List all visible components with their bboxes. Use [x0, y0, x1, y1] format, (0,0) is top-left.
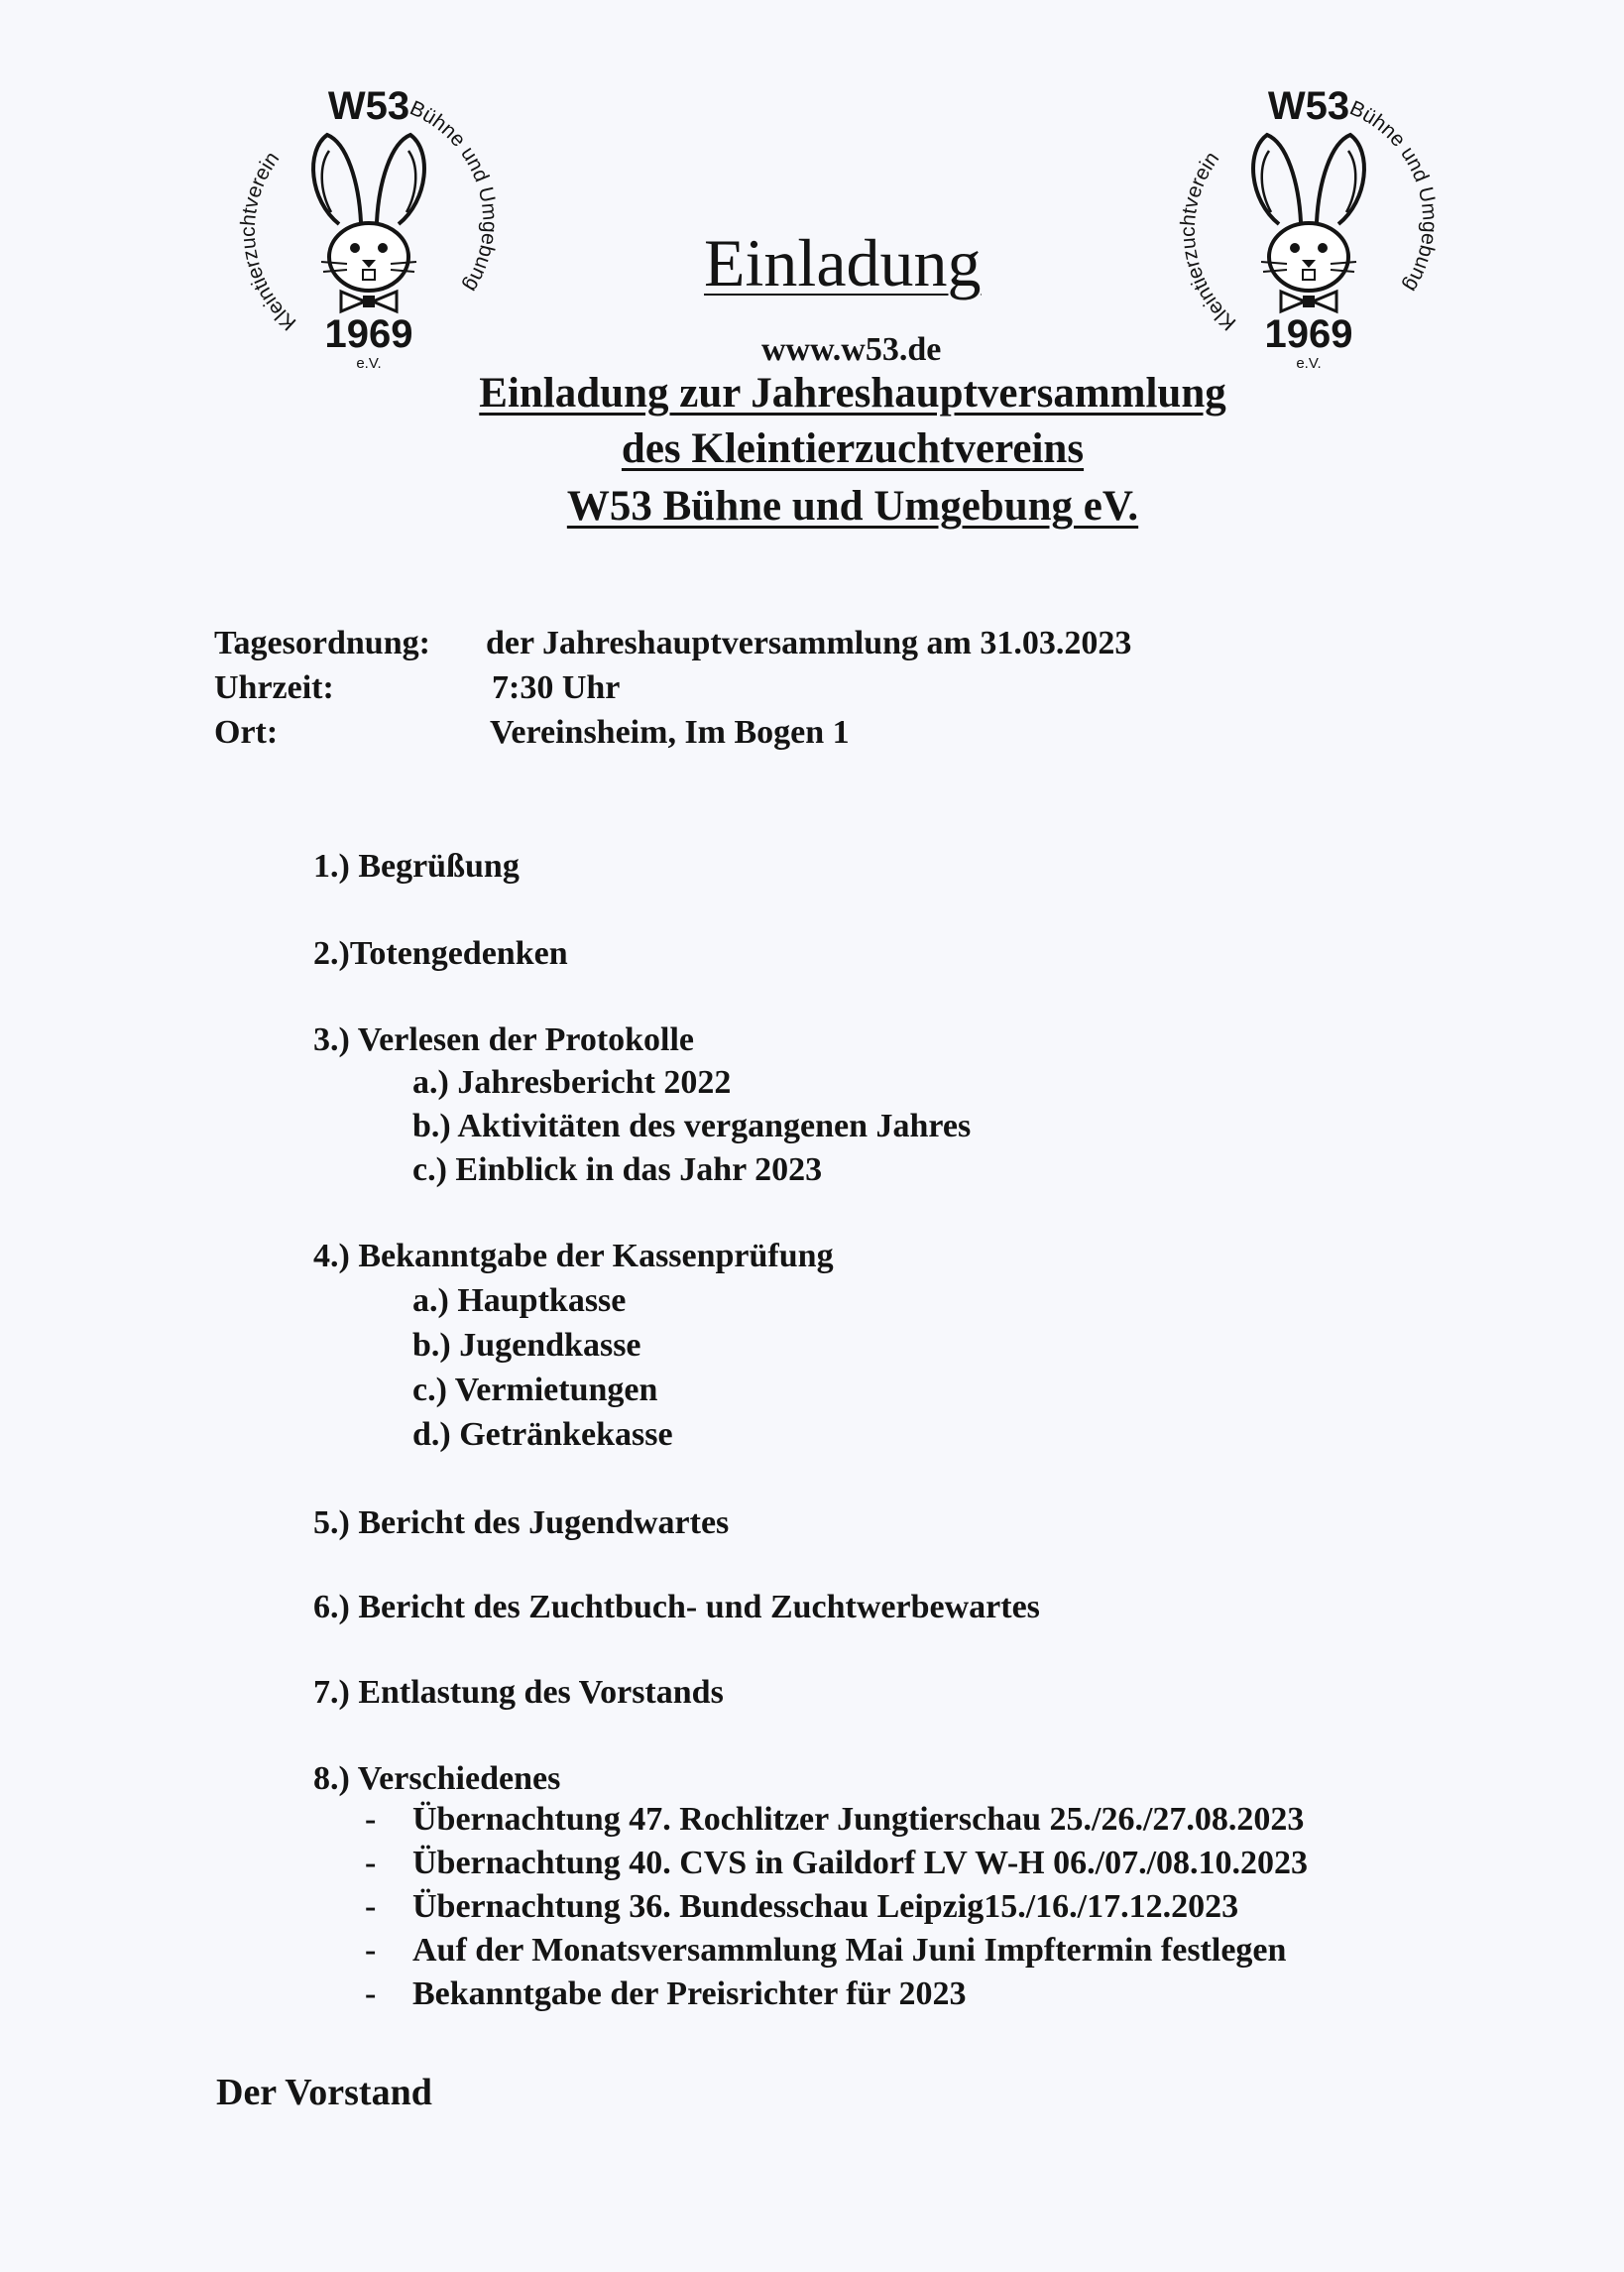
- bullet-dash: -: [365, 1975, 377, 2012]
- agenda-item-7: 7.) Entlastung des Vorstands: [313, 1674, 724, 1711]
- agenda-item-8-bullet-4: - Auf der Monatsversammlung Mai Juni Impftermin festlegen: [365, 1932, 1287, 1969]
- agenda-item-8-bullet-2: - Übernachtung 40. CVS in Gaildorf LV W-H 06./07./08.10.2023: [365, 1845, 1309, 1881]
- page-title: Einladung: [704, 225, 982, 300]
- logo-year: 1969: [324, 312, 413, 356]
- logo-club-code: W53: [1267, 84, 1350, 128]
- headline-line-1: Einladung zur Jahreshauptversammlung: [479, 370, 1226, 417]
- agenda-label: Tagesordnung:: [214, 625, 430, 661]
- time-label: Uhrzeit:: [214, 669, 334, 706]
- agenda-item-8-bullet-1: - Übernachtung 47. Rochlitzer Jungtierschau 25./26./27.08.2023: [365, 1801, 1305, 1838]
- agenda-item-3b: b.) Aktivitäten des vergangenen Jahres: [412, 1108, 972, 1144]
- place-label: Ort:: [214, 714, 279, 751]
- agenda-item-8-bullet-3: - Übernachtung 36. Bundesschau Leipzig15./16./17.12.2023: [365, 1888, 1239, 1925]
- agenda-item-2: 2.)Totengedenken: [313, 935, 568, 972]
- agenda-item-3: 3.) Verlesen der Protokolle: [313, 1021, 695, 1058]
- agenda-item-8-bullet-5: - Bekanntgabe der Preisrichter für 2023: [365, 1975, 967, 2012]
- bullet-dash: -: [365, 1932, 377, 1969]
- club-logo-left: [220, 73, 518, 371]
- agenda-item-4d: d.) Getränkekasse: [412, 1416, 673, 1453]
- bullet-dash: -: [365, 1888, 377, 1925]
- agenda-value: der Jahreshauptversammlung am 31.03.2023: [486, 625, 1132, 661]
- logo-arc-right-text: Bühne und Umgebung: [406, 96, 502, 297]
- logo-year: 1969: [1264, 312, 1353, 356]
- agenda-item-4c: c.) Vermietungen: [412, 1372, 658, 1408]
- headline-line-3: W53 Bühne und Umgebung eV.: [566, 483, 1139, 530]
- place-value: Vereinsheim, Im Bogen 1: [490, 714, 850, 751]
- logo-arc-left-text: Kleintierzuchtverein: [236, 147, 301, 335]
- logo-club-code: W53: [327, 84, 410, 128]
- agenda-item-4: 4.) Bekanntgabe der Kassenprüfung: [313, 1238, 834, 1274]
- logo-arc-left-text: Kleintierzuchtverein: [1176, 147, 1241, 335]
- headline-line-2: des Kleintierzuchtvereins: [621, 425, 1085, 472]
- rabbit-logo-icon: [1160, 73, 1457, 371]
- website-url[interactable]: www.w53.de: [761, 331, 942, 368]
- agenda-item-3c: c.) Einblick in das Jahr 2023: [412, 1151, 823, 1188]
- signature: Der Vorstand: [216, 2072, 432, 2113]
- agenda-item-1: 1.) Begrüßung: [313, 848, 520, 885]
- logo-suffix: e.V.: [1296, 355, 1322, 371]
- logo-arc-right-text: Bühne und Umgebung: [1345, 96, 1442, 297]
- agenda-item-5: 5.) Bericht des Jugendwartes: [313, 1504, 730, 1541]
- rabbit-logo-icon: [220, 73, 518, 371]
- agenda-item-8: 8.) Verschiedenes: [313, 1760, 561, 1797]
- agenda-item-3a: a.) Jahresbericht 2022: [412, 1064, 732, 1101]
- club-logo-right: [1160, 73, 1457, 371]
- agenda-item-4b: b.) Jugendkasse: [412, 1327, 641, 1364]
- agenda-item-6: 6.) Bericht des Zuchtbuch- und Zuchtwerbewartes: [313, 1589, 1040, 1625]
- bullet-dash: -: [365, 1801, 377, 1838]
- agenda-item-4a: a.) Hauptkasse: [412, 1282, 627, 1319]
- logo-suffix: e.V.: [356, 355, 382, 371]
- time-value: 7:30 Uhr: [492, 669, 621, 706]
- bullet-dash: -: [365, 1845, 377, 1881]
